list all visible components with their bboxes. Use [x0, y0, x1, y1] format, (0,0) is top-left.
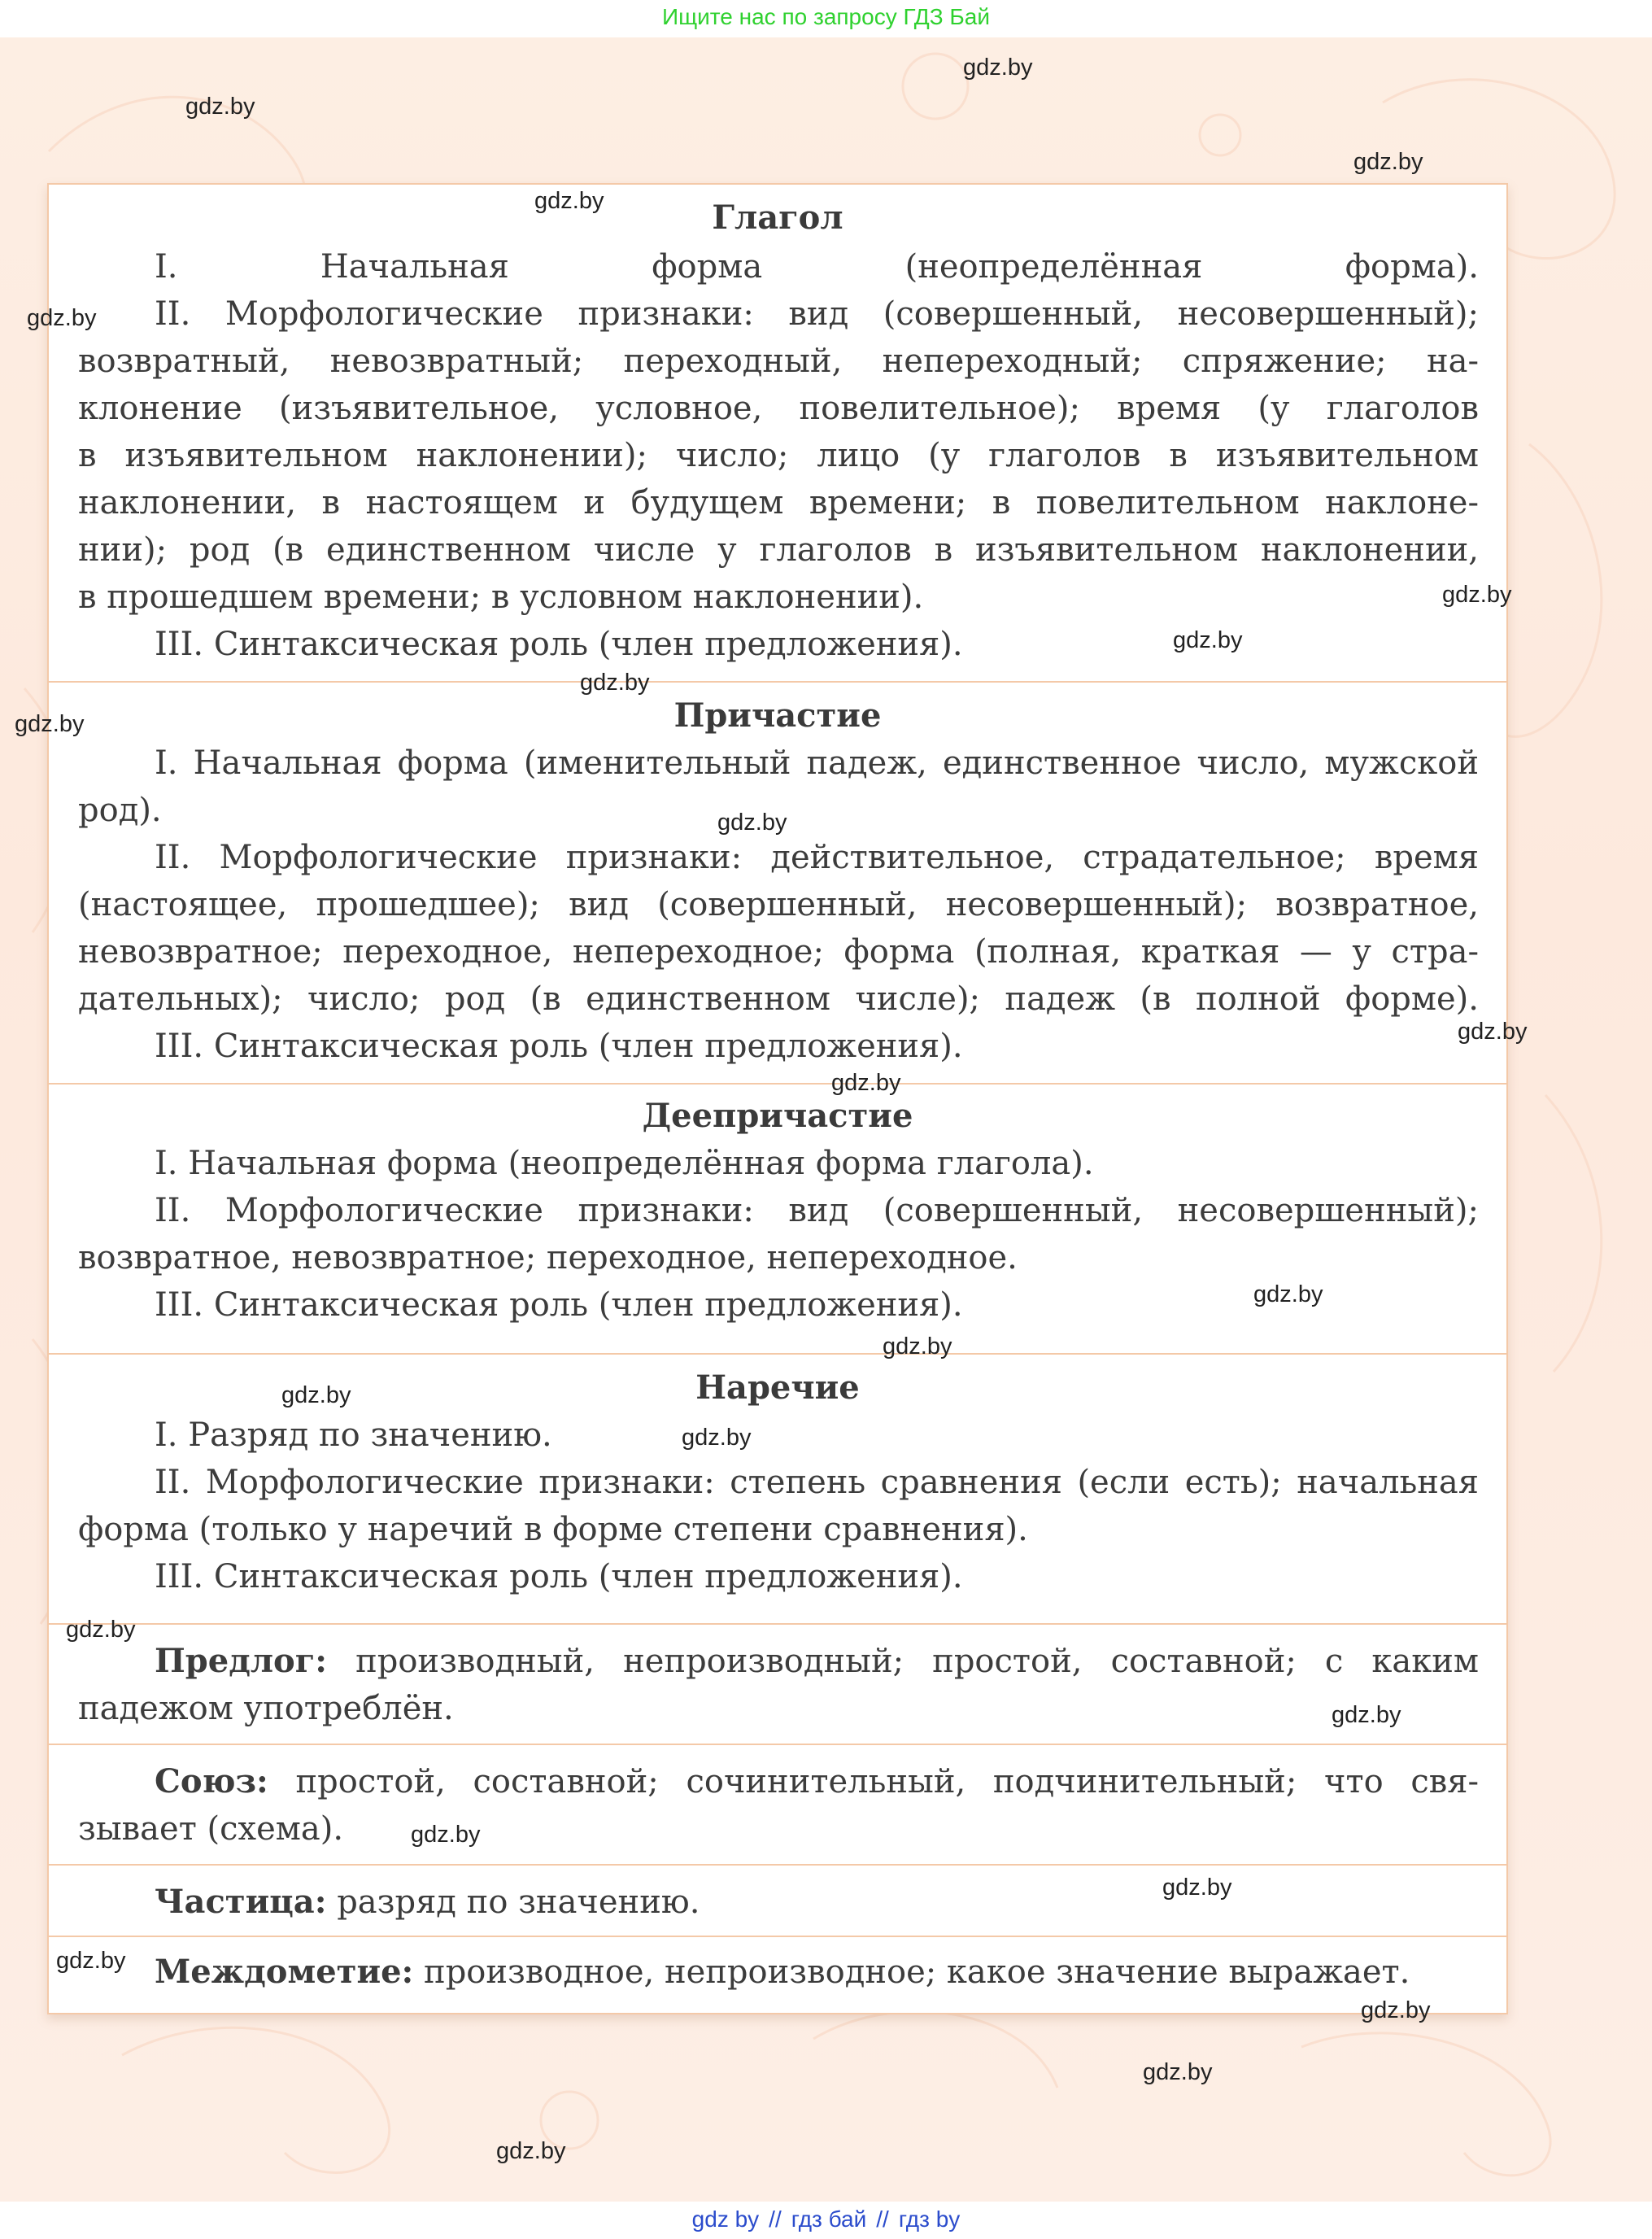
section-title: Глагол — [712, 199, 843, 237]
watermark: gdz.by — [185, 94, 255, 120]
watermark: gdz.by — [1332, 1702, 1401, 1728]
watermark: gdz.by — [27, 305, 97, 331]
text-line: возвратное, невозвратное; переходное, непереходное. — [78, 1239, 1018, 1277]
watermark: gdz.by — [534, 188, 604, 214]
text-line: III. Синтаксическая роль (член предложения). — [155, 626, 963, 663]
section-prichastie — [49, 681, 1506, 1083]
watermark: gdz.by — [281, 1382, 351, 1408]
section-chastica — [49, 1864, 1506, 1936]
text-line: I. Начальная форма (именительный падеж, единственное число, мужской — [155, 744, 1479, 782]
text-line: род). — [78, 792, 162, 829]
text-line: дательных); число; род (в единственном числе); падеж (в полной форме). — [78, 980, 1479, 1018]
watermark: gdz.by — [883, 1333, 952, 1360]
section-title: Причастие — [673, 696, 882, 735]
watermark: gdz.by — [831, 1070, 901, 1096]
watermark: gdz.by — [66, 1617, 136, 1643]
watermark: gdz.by — [15, 711, 85, 737]
text-line: (настоящее, прошедшее); вид (совершенный, несовершенный); возвратное, — [78, 886, 1479, 923]
text-line: II. Морфологические признаки: вид (совершенный, несовершенный); — [155, 295, 1479, 333]
term-text: простой, составной; сочинительный, подчинительный; что свя- — [268, 1763, 1479, 1800]
footer-link[interactable]: гдз by — [898, 2206, 961, 2232]
term-label: Предлог: — [155, 1642, 328, 1680]
footer-link[interactable]: gdz by — [691, 2206, 760, 2232]
text-line: III. Синтаксическая роль (член предложения). — [155, 1286, 963, 1324]
watermark: gdz.by — [963, 55, 1033, 81]
term-label: Междометие: — [155, 1953, 414, 1991]
section-soyuz — [49, 1744, 1506, 1864]
watermark: gdz.by — [1353, 149, 1423, 175]
term-label: Частица: — [155, 1883, 327, 1921]
separator: // — [876, 2206, 889, 2232]
section-glagol — [49, 185, 1506, 681]
watermark: gdz.by — [1458, 1019, 1528, 1045]
top-banner: Ищите нас по запросу ГДЗ Бай — [0, 0, 1652, 37]
watermark: gdz.by — [717, 810, 787, 836]
bottom-links — [0, 2202, 1652, 2239]
text-line: зывает (схема). — [78, 1810, 344, 1848]
term-text: разряд по значению. — [326, 1883, 700, 1921]
footer-link[interactable]: гдз бай — [791, 2206, 867, 2232]
text-line: клонение (изъявительное, условное, повелительное); время (у глаголов — [78, 390, 1479, 427]
watermark: gdz.by — [1253, 1281, 1323, 1307]
watermark: gdz.by — [1361, 1997, 1431, 2023]
watermark: gdz.by — [580, 670, 650, 696]
section-predlog — [49, 1623, 1506, 1744]
text-line — [155, 1879, 1479, 1926]
watermark: gdz.by — [56, 1948, 126, 1974]
watermark: gdz.by — [1173, 627, 1243, 653]
text-line: II. Морфологические признаки: степень сравнения (если есть); начальная — [155, 1464, 1479, 1501]
text-line: в прошедшем времени; в условном наклонении). — [78, 578, 924, 616]
text-line: падежом употреблён. — [78, 1690, 454, 1727]
section-deeprichastie — [49, 1083, 1506, 1353]
watermark: gdz.by — [1143, 2059, 1213, 2085]
text-line: II. Морфологические признаки: вид (совершенный, несовершенный); — [155, 1192, 1479, 1229]
text-line: нии); род (в единственном числе у глаголов в изъявительном наклонении, — [78, 531, 1479, 569]
text-line: I. Начальная форма (неопределённая форма). — [155, 248, 1479, 286]
text-line: форма (только у наречий в форме степени сравнения). — [78, 1511, 1028, 1548]
section-narechie — [49, 1353, 1506, 1623]
text-line: I. Разряд по значению. — [155, 1416, 552, 1454]
text-line: III. Синтаксическая роль (член предложения). — [155, 1558, 963, 1595]
term-label: Союз: — [155, 1762, 268, 1800]
watermark: gdz.by — [682, 1425, 752, 1451]
term-text: производное, непроизводное; какое значение выражает. — [413, 1953, 1410, 1991]
section-title: Наречие — [695, 1368, 860, 1407]
watermark: gdz.by — [1442, 582, 1512, 608]
grammar-card — [47, 183, 1508, 2014]
text-line: III. Синтаксическая роль (член предложения). — [155, 1028, 963, 1065]
text-line: I. Начальная форма (неопределённая форма глагола). — [155, 1145, 1094, 1182]
text-line — [155, 1638, 1479, 1685]
term-text: производный, непроизводный; простой, составной; с каким — [327, 1643, 1479, 1680]
separator: // — [769, 2206, 782, 2232]
watermark: gdz.by — [1162, 1875, 1232, 1901]
text-line: II. Морфологические признаки: действительное, страдательное; время — [155, 839, 1479, 876]
text-line: в изъявительном наклонении); число; лицо (у глаголов в изъявительном — [78, 437, 1479, 474]
watermark: gdz.by — [411, 1822, 481, 1848]
text-line — [155, 1949, 1479, 1996]
text-line: невозвратное; переходное, непереходное; форма (полная, краткая — у стра- — [78, 933, 1479, 971]
text-line: возвратный, невозвратный; переходный, непереходный; спряжение; на- — [78, 343, 1479, 380]
text-line: наклонении, в настоящем и будущем времени; в повелительном наклоне- — [78, 484, 1479, 522]
section-title: Деепричастие — [642, 1097, 913, 1135]
watermark: gdz.by — [496, 2138, 566, 2164]
section-mezhdometie — [49, 1936, 1506, 2013]
text-line — [155, 1758, 1479, 1805]
